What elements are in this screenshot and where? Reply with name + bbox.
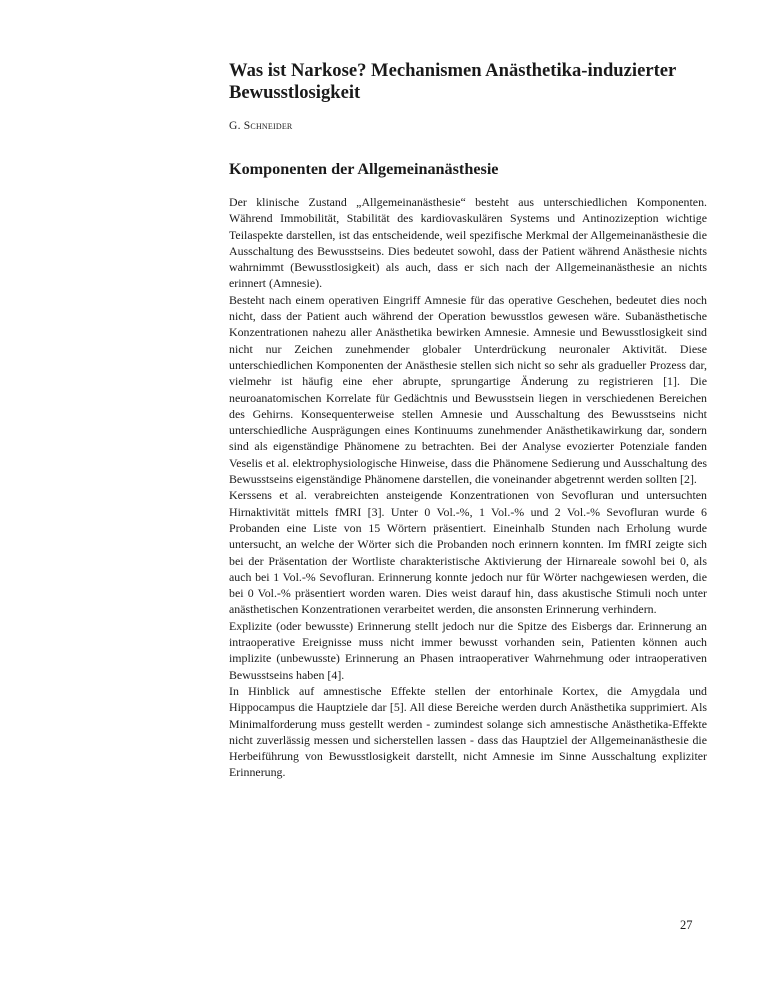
article-title: Was ist Narkose? Mechanismen Anästhetika-induzierter Bewusstlosigkeit [229, 60, 676, 103]
paragraph-4: Explizite (oder bewusste) Erinnerung stellt jedoch nur die Spitze des Eisbergs dar. Erinnerung an intraoperative Ereignisse muss nicht immer bewusst vorhanden sein, Patienten können auch implizite (unbewusste) Erinnerung an Phasen intraoperativer Wahrnehmung oder intraoperativen Bewusstseins haben [4]. [229, 618, 707, 682]
paragraph-1: Der klinische Zustand „Allgemeinanästhesie“ besteht aus unterschiedlichen Komponenten. Während Immobilität, Stabilität des kardiovaskulären Systems und Antinozizeption wichtige Teilaspekte darstellen, ist das entscheidende, weil spezifische Merkmal der Allgemeinanästhesie die Ausschaltung des Bewusstseins. Dies bedeutet sowohl, dass der Patient während Anästhesie nichts wahrnimmt (Bewusstlosigkeit) als auch, dass er sich nach der Allgemeinanästhesie an nichts erinnert (Amnesie). [229, 195, 707, 291]
body-text [229, 194, 707, 781]
paragraph-2: Besteht nach einem operativen Eingriff Amnesie für das operative Geschehen, bedeutet dies noch nicht, dass der Patient auch während der Operation bewusstlos gewesen wäre. Subanästhetische Konzentrationen nahezu aller Anästhetika bewirken Amnesie. Amnesie und Bewusstlosigkeit sind nicht nur Zeichen zunehmender globaler Unterdrückung neuronaler Aktivität. Diese unterschiedlichen Komponenten der Anästhesie stellen sich nicht so sehr als gradueller Prozess dar, vielmehr ist häufig eine eher abrupte, sprungartige Änderung zu registrieren [1]. Die neuroanatomischen Korrelate für Gedächtnis und Bewusstsein liegen in verschiedenen Bereichen des Gehirns. Konsequenterweise stellen Amnesie und Ausschaltung des Bewusstseins nicht unterschiedliche Ausprägungen eines Kontinuums zunehmender Anästhetikawirkung dar, sondern sind als eigenständige Phänomene zu betrachten. Bei der Analyse evozierter Potenziale fanden Veselis et al. elektrophysiologische Hinweise, dass die Phänomene Sedierung und Ausschaltung des Bewusstseins eigenständige Phänomene darstellen, die voneinander abgetrennt werden sollten [2]. [229, 292, 707, 487]
page-number: 27 [680, 918, 693, 932]
paragraph-5: In Hinblick auf amnestische Effekte stellen der entorhinale Kortex, die Amygdala und Hippocampus die Hauptziele dar [5]. All diese Bereiche werden durch Anästhetika supprimiert. Als Minimalforderung muss gestellt werden - zumindest solange sich amnestische Anästhetika-Effekte nicht zuverlässig messen und sicherstellen lassen - dass das Hauptziel der Allgemeinanästhesie die Herbeiführung von Bewusstlosigkeit darstellt, nicht Amnesie im Sinne Ausschaltung expliziter Erinnerung. [229, 683, 707, 780]
section-heading: Komponenten der Allgemeinanästhesie [229, 160, 499, 178]
paragraph-3: Kerssens et al. verabreichten ansteigende Konzentrationen von Sevofluran und untersuchten Hirnaktivität mittels fMRI [3]. Unter 0 Vol.-%, 1 Vol.-% und 2 Vol.-% Sevofluran wurde 6 Probanden eine Liste von 15 Wörtern präsentiert. Eineinhalb Stunden nach Erholung wurde untersucht, an welche der Wörter sich die Probanden noch erinnern konnten. Im fMRI zeigte sich bei der Präsentation der Wortliste charakteristische Aktivierung der Hirnareale sowohl bei 0, als auch bei 1 Vol.-% Sevofluran. Erinnerung konnte jedoch nur für Wörter nachgewiesen werden, die bei 0 Vol.-% präsentiert worden waren. Dies weist darauf hin, dass akustische Stimuli noch unter anästhetischen Konzentrationen verarbeitet werden, die ansonsten Erinnerung verhindern. [229, 488, 707, 617]
author: G. Schneider [229, 119, 293, 132]
article [229, 60, 707, 781]
